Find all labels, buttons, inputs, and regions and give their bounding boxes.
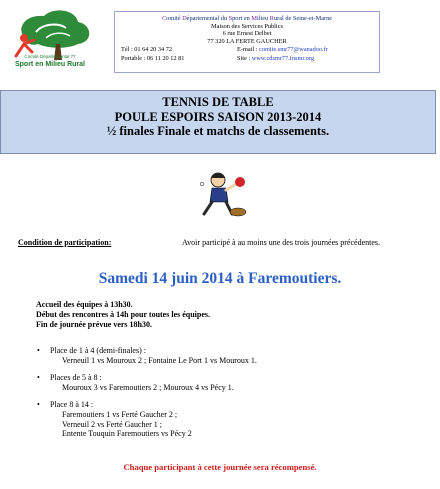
logo-caption bbox=[0, 54, 100, 69]
ping-pong-player-icon bbox=[198, 170, 248, 218]
org-name-part: ilieu bbox=[257, 15, 270, 22]
org-initial: M bbox=[251, 15, 257, 22]
list-item bbox=[36, 346, 257, 365]
schedule-line: Fin de journée prévue vers 18h30. bbox=[36, 320, 152, 329]
match-line: Entente Touquin Faremoutiers vs Pécy 2 bbox=[62, 429, 192, 439]
org-address-line: 6 rue Ernest Delbet bbox=[222, 30, 272, 38]
logo-caption-small: Comité Départemental 77 bbox=[24, 54, 76, 59]
schedule-line: Début des rencontres à 14h pour toutes les équipes. bbox=[36, 310, 211, 319]
organization-name bbox=[121, 15, 373, 23]
match-line: Verneuil 2 vs Ferté Gaucher 1 ; bbox=[62, 419, 162, 429]
org-name-part: épartemental du bbox=[186, 15, 229, 22]
placement-heading: Place de 1 à 4 (demi-finales) : bbox=[50, 346, 146, 355]
title-banner bbox=[0, 90, 436, 154]
bullet-icon: • bbox=[37, 346, 40, 355]
org-initial: C bbox=[161, 15, 167, 22]
match-line: Faremoutiers 1 vs Ferté Gaucher 2 ; bbox=[62, 409, 178, 419]
conditions-text: Avoir participé à au moins une des trois journées précédentes. bbox=[182, 238, 381, 247]
placement-heading: Places de 5 à 8 : bbox=[50, 373, 102, 383]
organization-contact-box bbox=[114, 11, 380, 73]
schedule-info bbox=[36, 300, 210, 330]
org-mobile: Portable : 06 11 20 12 81 bbox=[121, 54, 185, 62]
org-address-line: Maison des Services Publics bbox=[211, 22, 283, 30]
list-item bbox=[36, 400, 257, 438]
org-address-line: 77 320 LA FERTE GAUCHER bbox=[207, 37, 287, 45]
logo-caption-big: Sport en Milieu Rural bbox=[14, 61, 85, 68]
match-line: Mouroux 3 vs Faremoutiers 2 ; Mouroux 4 vs Pécy 1. bbox=[62, 382, 234, 392]
email-link[interactable]: comite.smr77@wanadoo.fr bbox=[259, 46, 328, 54]
org-initial: R bbox=[269, 15, 274, 22]
website-link[interactable]: www.cdsmr77.fnsmr.org bbox=[251, 54, 314, 62]
placement-heading: Place 8 à 14 : bbox=[50, 400, 94, 410]
email-label: E-mail : bbox=[237, 46, 258, 54]
placement-list bbox=[36, 346, 257, 447]
org-name-part: ural de Seine-et-Marne bbox=[273, 15, 333, 22]
org-initial: S bbox=[228, 15, 233, 22]
match-line: Verneuil 1 vs Mouroux 2 ; Fontaine Le Port 1 vs Mouroux 1. bbox=[62, 355, 257, 365]
org-initial: D bbox=[182, 15, 187, 22]
bullet-icon: • bbox=[37, 373, 40, 383]
title-line-1: TENNIS DE TABLE bbox=[162, 95, 274, 109]
org-telephone: Tél : 01 64 20 34 72 bbox=[121, 46, 173, 54]
reward-notice: Chaque participant à cette journée sera récompensé. bbox=[123, 462, 317, 472]
org-name-part: port en bbox=[232, 15, 252, 22]
org-name-part: omité bbox=[166, 15, 183, 22]
title-line-3: ½ finales Finale et matchs de classements. bbox=[106, 124, 330, 138]
site-label: Site : bbox=[237, 54, 251, 62]
schedule-line: Accueil des équipes à 13h30. bbox=[36, 300, 133, 309]
list-item bbox=[36, 373, 257, 392]
conditions-label: Condition de participation : bbox=[18, 238, 111, 247]
title-line-2: POULE ESPOIRS SAISON 2013-2014 bbox=[114, 109, 322, 124]
bullet-icon: • bbox=[37, 400, 40, 410]
event-title: Samedi 14 juin 2014 à Faremoutiers. bbox=[98, 270, 342, 287]
